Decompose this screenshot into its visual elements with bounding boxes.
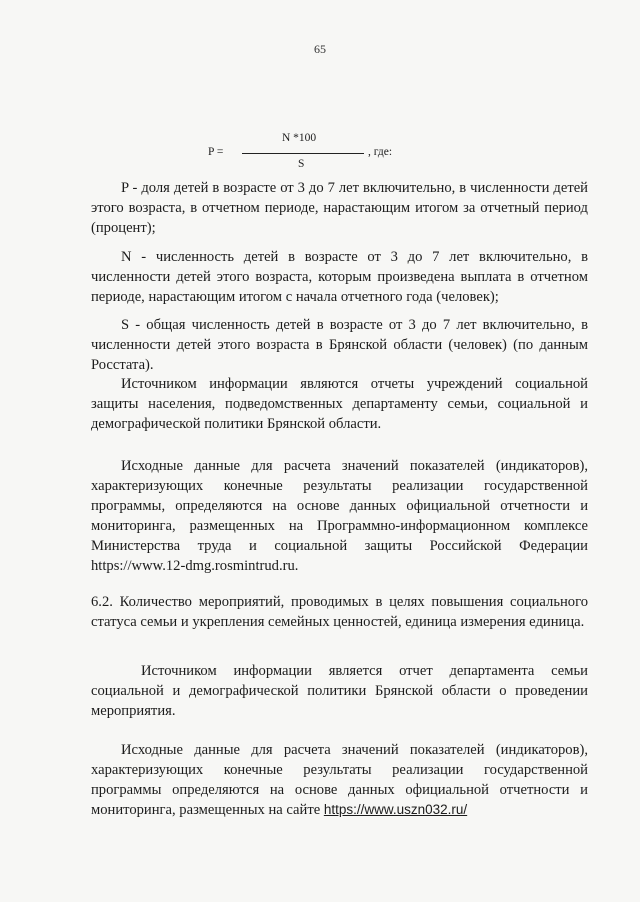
paragraph-source-2: Источником информации является отчет департамента семьи социальной и демографической политики Брянской области о проведении мероприятия. <box>91 663 588 719</box>
formula-suffix: , где: <box>368 146 393 158</box>
paragraph-initial-data-2-text: Исходные данные для расчета значений показателей (индикаторов), характеризующих конечные результаты реализации государственной программы определяются на основе данных официальной отчетности и мониторинга, размещенных на сайте <box>91 742 588 818</box>
page-number: 65 <box>314 42 326 56</box>
paragraph-initial-data-2 <box>91 740 588 820</box>
section-6-2-heading: 6.2. Количество мероприятий, проводимых в целях повышения социального статуса семьи и укрепления семейных ценностей, единица измерения единица. <box>91 594 588 630</box>
paragraph-s-definition: S - общая численность детей в возрасте от 3 до 7 лет включительно, в численности детей этого возраста в Брянской области (человек) (по данным Росстата). <box>91 317 588 373</box>
formula-lhs: P = <box>208 146 224 158</box>
uszn-website-link[interactable]: https://www.uszn032.ru/ <box>323 802 468 817</box>
formula-numerator: N *100 <box>282 132 317 144</box>
fraction-line <box>242 153 364 154</box>
paragraph-n-definition: N - численность детей в возрасте от 3 до 7 лет включительно, в численности детей этого возраста, которым произведена выплата в отчетном периоде, нарастающим итогом с начала отчетного года (человек); <box>91 249 588 305</box>
formula <box>208 132 418 176</box>
paragraph-initial-data-1: Исходные данные для расчета значений показателей (индикаторов), характеризующих конечные результаты реализации государственной программы, определяются на основе данных официальной отчетности и мониторинга, размещенных на Программно-информационном комплексе Министерства труда и социальной защиты Российской Федерации https://www.12-dmg.rosmintrud.ru. <box>91 458 588 574</box>
paragraph-p-definition: P - доля детей в возрасте от 3 до 7 лет включительно, в численности детей этого возраста, в отчетном периоде, нарастающим итогом за отчетный период (процент); <box>91 180 588 236</box>
formula-denominator: S <box>298 158 305 170</box>
paragraph-source-1: Источником информации являются отчеты учреждений социальной защиты населения, подведомственных департаменту семьи, социальной и демографической политики Брянской области. <box>91 376 588 432</box>
